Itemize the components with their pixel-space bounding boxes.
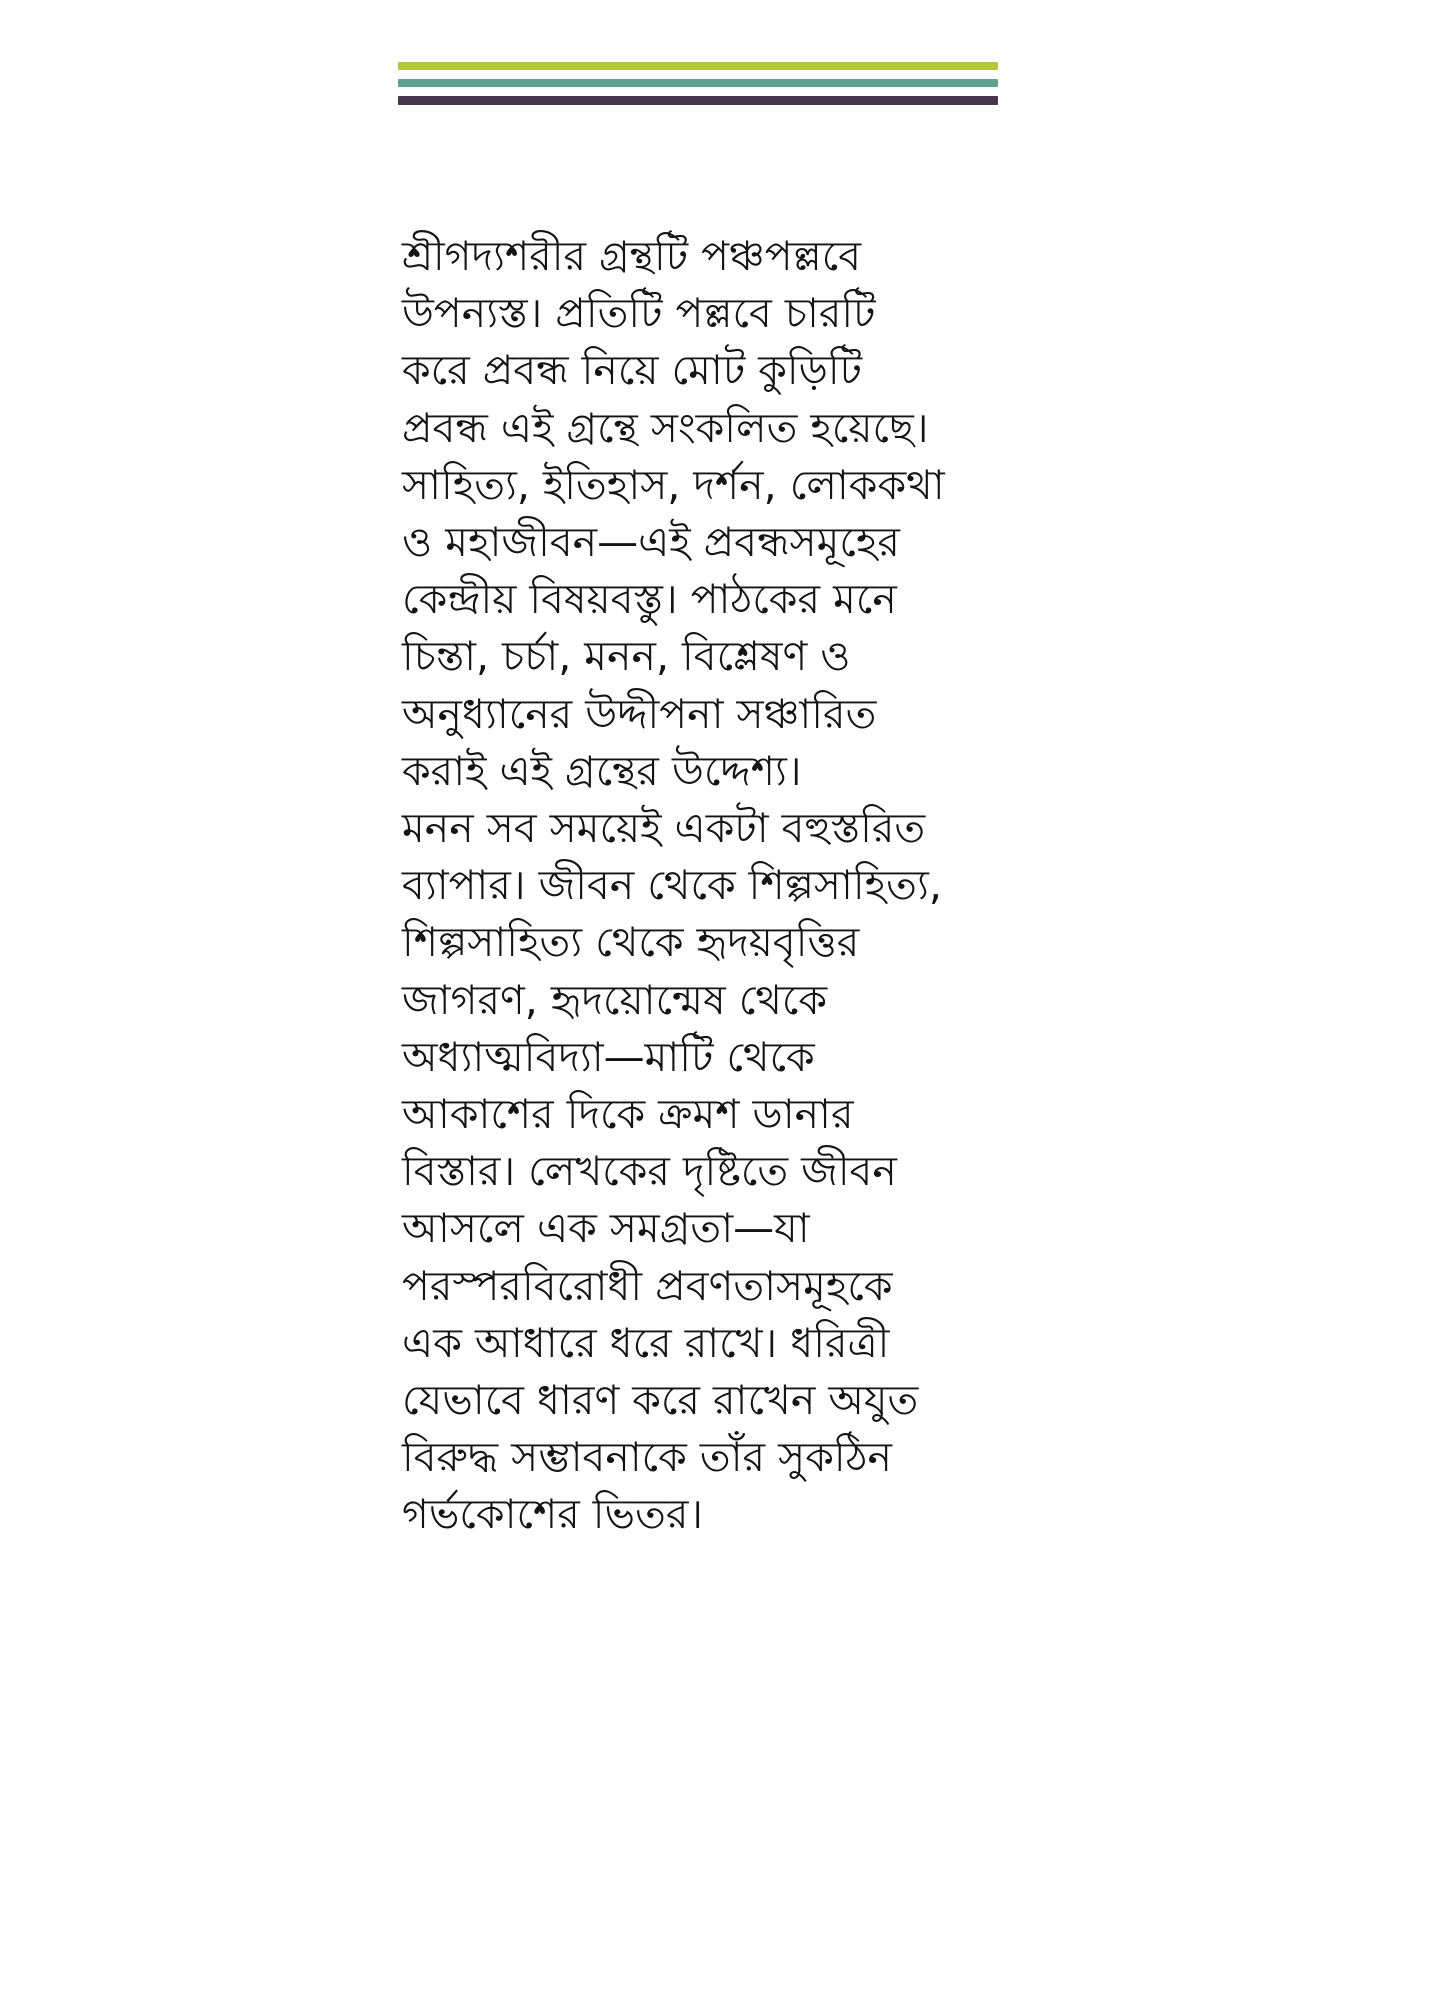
text-line: জাগরণ, হৃদয়োন্মেষ থেকে [402,975,828,1024]
text-line: ও মহাজীবন—এই প্রবন্ধসমূহের [402,518,900,567]
text-line: যেভাবে ধারণ করে রাখেন অযুত [402,1376,919,1425]
text-line: করে প্রবন্ধ নিয়ে মোট কুড়িটি [402,346,862,395]
text-line: আসলে এক সমগ্রতা—যা [402,1204,810,1253]
text-line: বিস্তার। লেখকের দৃষ্টিতে জীবন [402,1147,897,1196]
text-line: গর্ভকোশের ভিতর। [402,1490,704,1539]
text-line: শ্রীগদ্যশরীর গ্রন্থটি পঞ্চপল্লবে [402,232,862,280]
text-line: ব্যাপার। জীবন থেকে শিল্পসাহিত্য, [402,861,942,910]
text-line: মনন সব সময়েই একটা বহুস্তরিত [402,804,926,853]
text-line: বিরুদ্ধ সম্ভাবনাকে তাঁর সুকঠিন [402,1433,892,1482]
text-line: করাই এই গ্রন্থের উদ্দেশ্য। [402,746,802,795]
text-line: সাহিত্য, ইতিহাস, দর্শন, লোককথা [402,460,945,509]
text-line: অধ্যাত্মবিদ্যা—মাটি থেকে [402,1032,815,1081]
text-line: পরস্পরবিরোধী প্রবণতাসমূহকে [402,1261,893,1310]
text-line: এক আধারে ধরে রাখে। ধরিত্রী [402,1318,890,1367]
rule-purple [398,96,998,105]
text-line: উপন্যস্ত। প্রতিটি পল্লবে চারটি [402,289,876,338]
text-line: অনুধ্যানের উদ্দীপনা সঞ্চারিত [402,689,877,738]
text-line: প্রবন্ধ এই গ্রন্থে সংকলিত হয়েছে। [402,403,929,452]
text-line: আকাশের দিকে ক্রমশ ডানার [402,1090,854,1139]
text-line: চিন্তা, চর্চা, মনন, বিশ্লেষণ ও [402,632,851,681]
text-line: শিল্পসাহিত্য থেকে হৃদয়বৃত্তির [402,918,860,967]
text-line: কেন্দ্রীয় বিষয়বস্তু। পাঠকের মনে [402,575,897,624]
decorative-rules [398,62,998,114]
rule-teal [398,79,998,87]
rule-yellow-green [398,62,998,70]
blurb-paragraph [402,228,1042,1544]
